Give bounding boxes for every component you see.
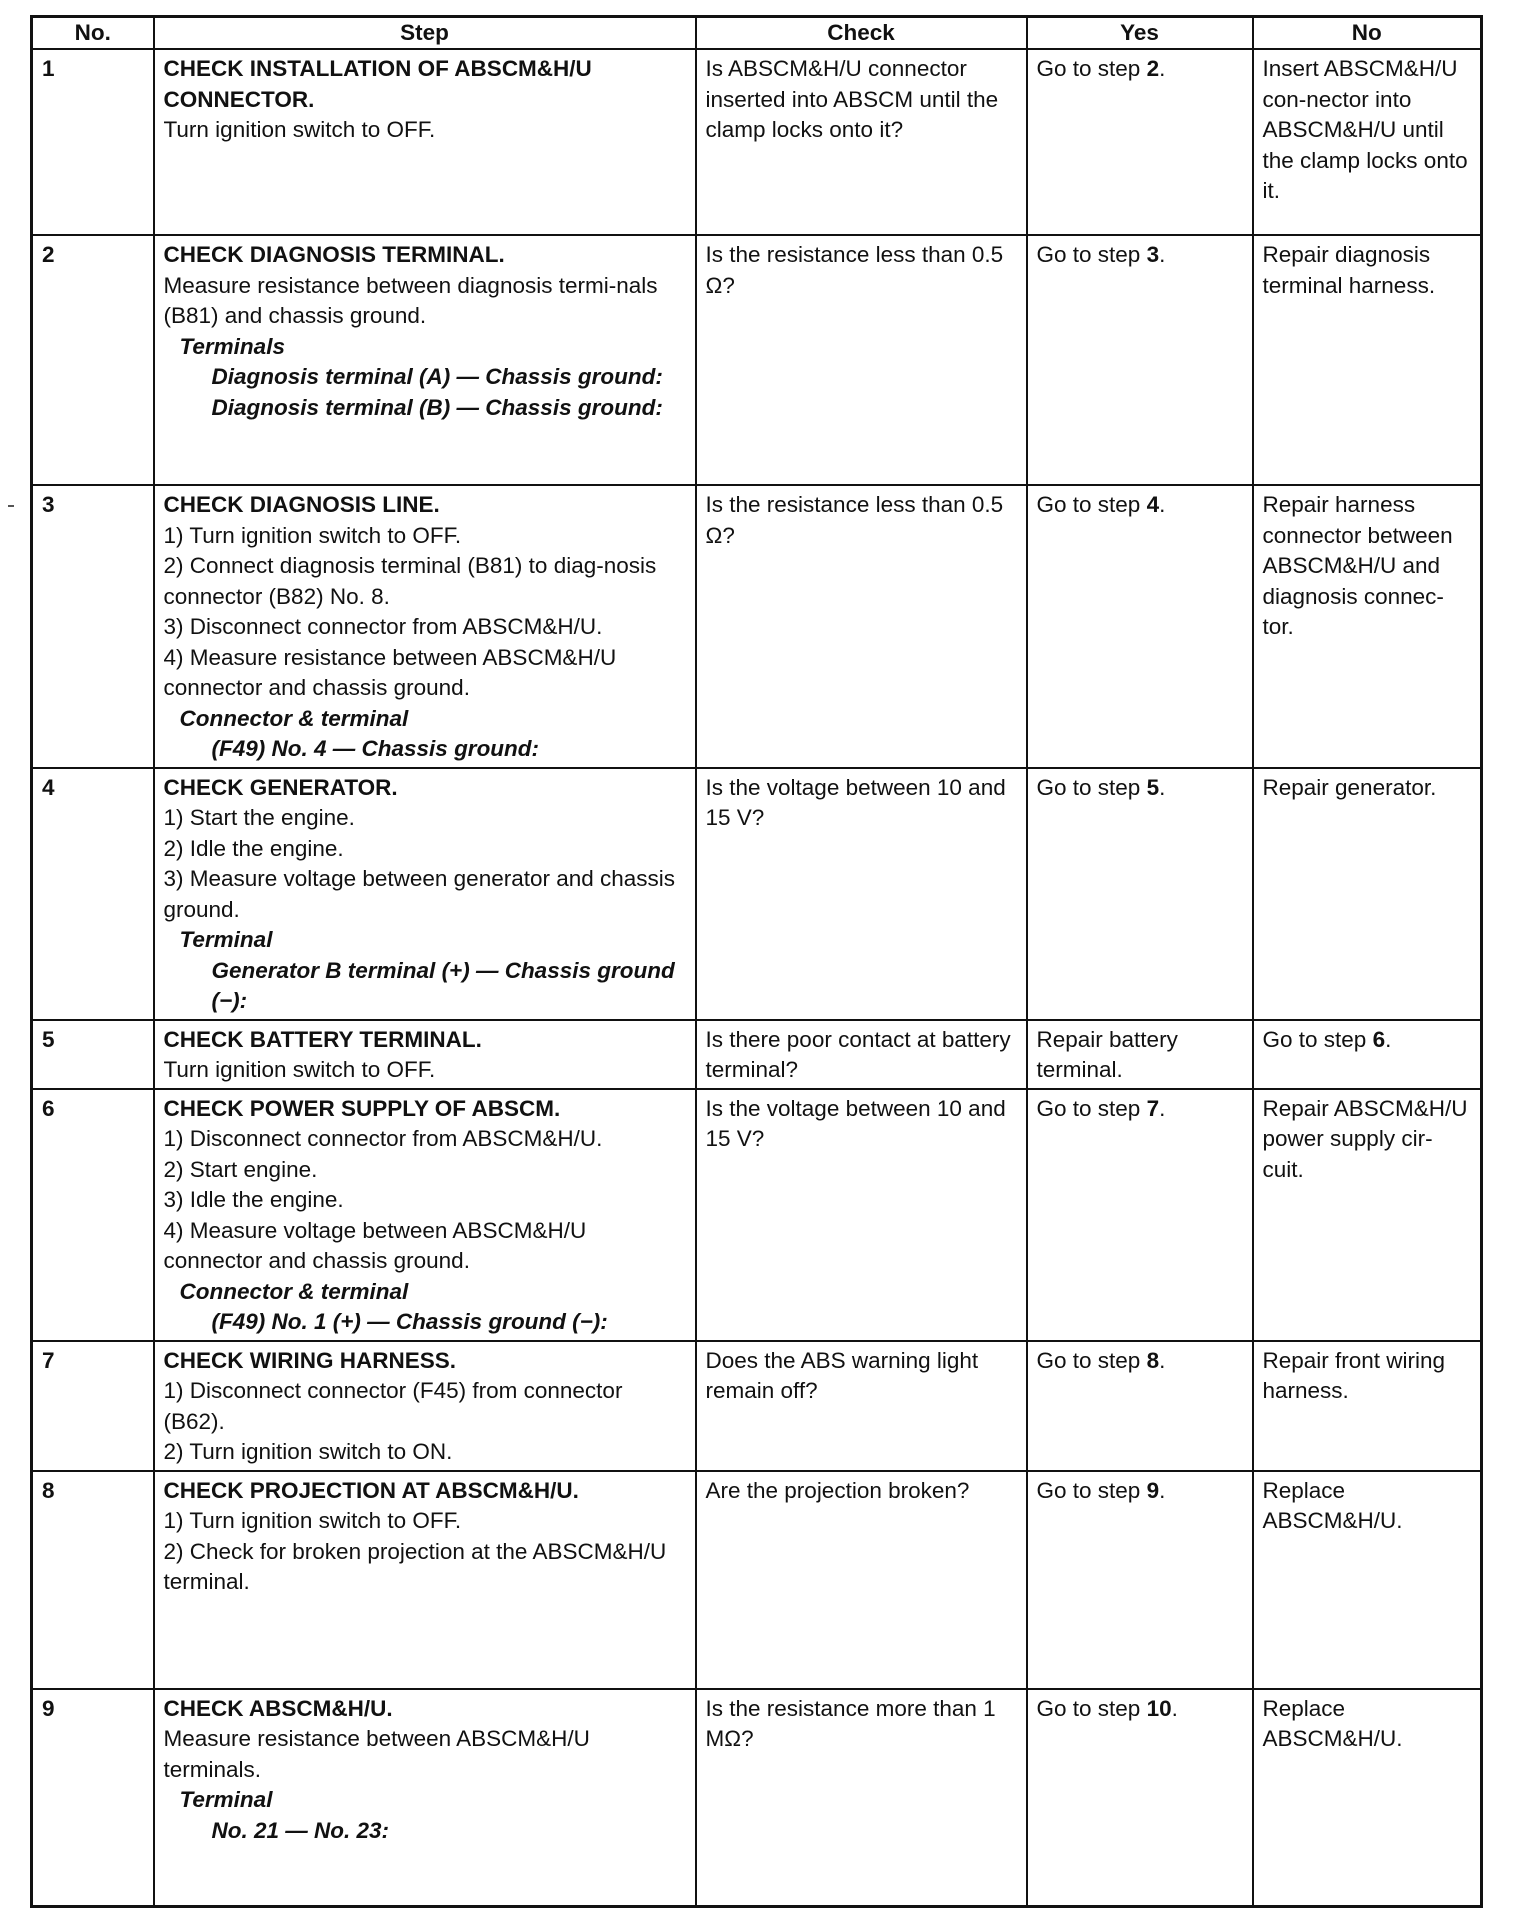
header-step: Step	[154, 17, 696, 50]
check-cell: Does the ABS warning light remain off?	[696, 1341, 1027, 1471]
step-cell	[154, 1020, 696, 1089]
table-row	[32, 1020, 1482, 1089]
step-instruction: 1) Turn ignition switch to OFF.	[163, 1508, 462, 1533]
step-number: 4	[32, 768, 154, 1020]
step-instruction: 4) Measure voltage between ABSCM&H/U connector and chassis ground.	[163, 1217, 587, 1273]
check-cell: Is the resistance less than 0.5 Ω?	[696, 485, 1027, 768]
no-cell: Repair harness connector between ABSCM&H/U and diagnosis connec-tor.	[1253, 485, 1482, 768]
step-instruction: 1) Disconnect connector (F45) from connector (B62).	[163, 1378, 623, 1434]
check-cell: Is the resistance more than 1 MΩ?	[696, 1689, 1027, 1907]
step-title: CHECK GENERATOR.	[163, 774, 398, 800]
no-cell: Repair front wiring harness.	[1253, 1341, 1482, 1471]
terminal-spec: Generator B terminal (+) — Chassis ground (−):	[211, 957, 675, 1013]
step-number: 2	[32, 235, 154, 485]
step-instruction: 3) Idle the engine.	[163, 1187, 344, 1212]
no-cell: Insert ABSCM&H/U con-nector into ABSCM&H/U until the clamp locks onto it.	[1253, 49, 1482, 235]
terminal-spec: (F49) No. 1 (+) — Chassis ground (−):	[211, 1309, 608, 1334]
yes-cell: Go to step 4.	[1027, 485, 1253, 768]
yes-cell: Go to step 7.	[1027, 1089, 1253, 1341]
check-cell: Is the voltage between 10 and 15 V?	[696, 768, 1027, 1020]
table-row	[32, 485, 1482, 768]
yes-cell: Go to step 10.	[1027, 1689, 1253, 1907]
step-title: CHECK DIAGNOSIS LINE.	[163, 492, 440, 517]
terminal-spec: (F49) No. 4 — Chassis ground:	[211, 736, 540, 761]
header-no-result: No	[1253, 17, 1482, 50]
terminal-spec: Diagnosis terminal (B) — Chassis ground:	[211, 394, 663, 420]
step-instruction: Turn ignition switch to OFF.	[163, 1057, 436, 1082]
terminal-spec: Diagnosis terminal (A) — Chassis ground:	[211, 364, 663, 389]
header-yes: Yes	[1027, 17, 1253, 50]
step-instruction: 2) Turn ignition switch to ON.	[163, 1439, 453, 1464]
yes-cell: Repair battery terminal.	[1027, 1020, 1253, 1089]
no-cell: Repair ABSCM&H/U power supply cir-cuit.	[1253, 1089, 1482, 1341]
step-number: 6	[32, 1089, 154, 1341]
check-cell: Is the resistance less than 0.5 Ω?	[696, 235, 1027, 485]
step-instruction: Turn ignition switch to OFF.	[163, 117, 436, 142]
step-cell	[154, 768, 696, 1020]
table-row	[32, 235, 1482, 485]
step-instruction: 1) Disconnect connector from ABSCM&H/U.	[163, 1126, 603, 1151]
diagnostic-table	[30, 15, 1483, 1908]
yes-cell: Go to step 8.	[1027, 1341, 1253, 1471]
step-instruction: 2) Idle the engine.	[163, 835, 344, 861]
step-title: CHECK DIAGNOSIS TERMINAL.	[163, 242, 505, 267]
step-instruction: 4) Measure resistance between ABSCM&H/U connector and chassis ground.	[163, 644, 617, 700]
no-cell: Go to step 6.	[1253, 1020, 1482, 1089]
step-instruction: Measure resistance between diagnosis termi-nals (B81) and chassis ground.	[163, 272, 658, 328]
header-row	[32, 17, 1482, 50]
step-instruction: 2) Check for broken projection at the ABSCM&H/U terminal.	[163, 1538, 667, 1594]
no-cell: Replace ABSCM&H/U.	[1253, 1471, 1482, 1689]
step-number: 3	[32, 485, 154, 768]
step-instruction: 2) Connect diagnosis terminal (B81) to diag-nosis connector (B82) No. 8.	[163, 553, 657, 609]
no-cell: Repair generator.	[1253, 768, 1482, 1020]
step-title: CHECK PROJECTION AT ABSCM&H/U.	[163, 1477, 579, 1503]
header-check: Check	[696, 17, 1027, 50]
terminal-label: Connector & terminal	[179, 705, 409, 731]
no-cell: Repair diagnosis terminal harness.	[1253, 235, 1482, 485]
terminal-label: Terminal	[179, 927, 273, 952]
check-cell: Is there poor contact at battery terminal?	[696, 1020, 1027, 1089]
step-number: 7	[32, 1341, 154, 1471]
yes-cell: Go to step 9.	[1027, 1471, 1253, 1689]
table-row	[32, 1341, 1482, 1471]
step-cell	[154, 1341, 696, 1471]
header-no: No.	[32, 17, 154, 50]
step-instruction: 3) Disconnect connector from ABSCM&H/U.	[163, 614, 603, 639]
check-cell: Is the voltage between 10 and 15 V?	[696, 1089, 1027, 1341]
step-title: CHECK POWER SUPPLY OF ABSCM.	[163, 1095, 561, 1121]
check-cell: Are the projection broken?	[696, 1471, 1027, 1689]
table-row	[32, 768, 1482, 1020]
step-title: CHECK BATTERY TERMINAL.	[163, 1026, 482, 1052]
diagnostic-document	[30, 15, 1480, 1895]
step-cell	[154, 485, 696, 768]
step-number: 1	[32, 49, 154, 235]
terminal-label: Terminals	[179, 333, 285, 359]
step-title: CHECK ABSCM&H/U.	[163, 1695, 393, 1721]
step-instruction: 1) Start the engine.	[163, 805, 355, 830]
scan-mark	[8, 505, 14, 507]
yes-cell: Go to step 2.	[1027, 49, 1253, 235]
step-number: 8	[32, 1471, 154, 1689]
table-row	[32, 1089, 1482, 1341]
step-cell	[154, 1471, 696, 1689]
step-cell	[154, 1089, 696, 1341]
yes-cell: Go to step 5.	[1027, 768, 1253, 1020]
yes-cell: Go to step 3.	[1027, 235, 1253, 485]
terminal-spec: No. 21 — No. 23:	[211, 1817, 390, 1843]
step-instruction: 2) Start engine.	[163, 1156, 318, 1182]
step-number: 9	[32, 1689, 154, 1907]
step-cell	[154, 49, 696, 235]
step-instruction: Measure resistance between ABSCM&H/U terminals.	[163, 1726, 590, 1782]
step-cell	[154, 1689, 696, 1907]
terminal-label: Connector & terminal	[179, 1278, 409, 1304]
step-title: CHECK INSTALLATION OF ABSCM&H/U CONNECTOR.	[163, 56, 592, 112]
table-row	[32, 1689, 1482, 1907]
no-cell: Replace ABSCM&H/U.	[1253, 1689, 1482, 1907]
table-row	[32, 49, 1482, 235]
step-title: CHECK WIRING HARNESS.	[163, 1347, 457, 1373]
step-instruction: 1) Turn ignition switch to OFF.	[163, 522, 462, 548]
step-instruction: 3) Measure voltage between generator and chassis ground.	[163, 866, 676, 922]
check-cell: Is ABSCM&H/U connector inserted into ABSCM until the clamp locks onto it?	[696, 49, 1027, 235]
table-row	[32, 1471, 1482, 1689]
step-number: 5	[32, 1020, 154, 1089]
terminal-label: Terminal	[179, 1787, 273, 1812]
step-cell	[154, 235, 696, 485]
